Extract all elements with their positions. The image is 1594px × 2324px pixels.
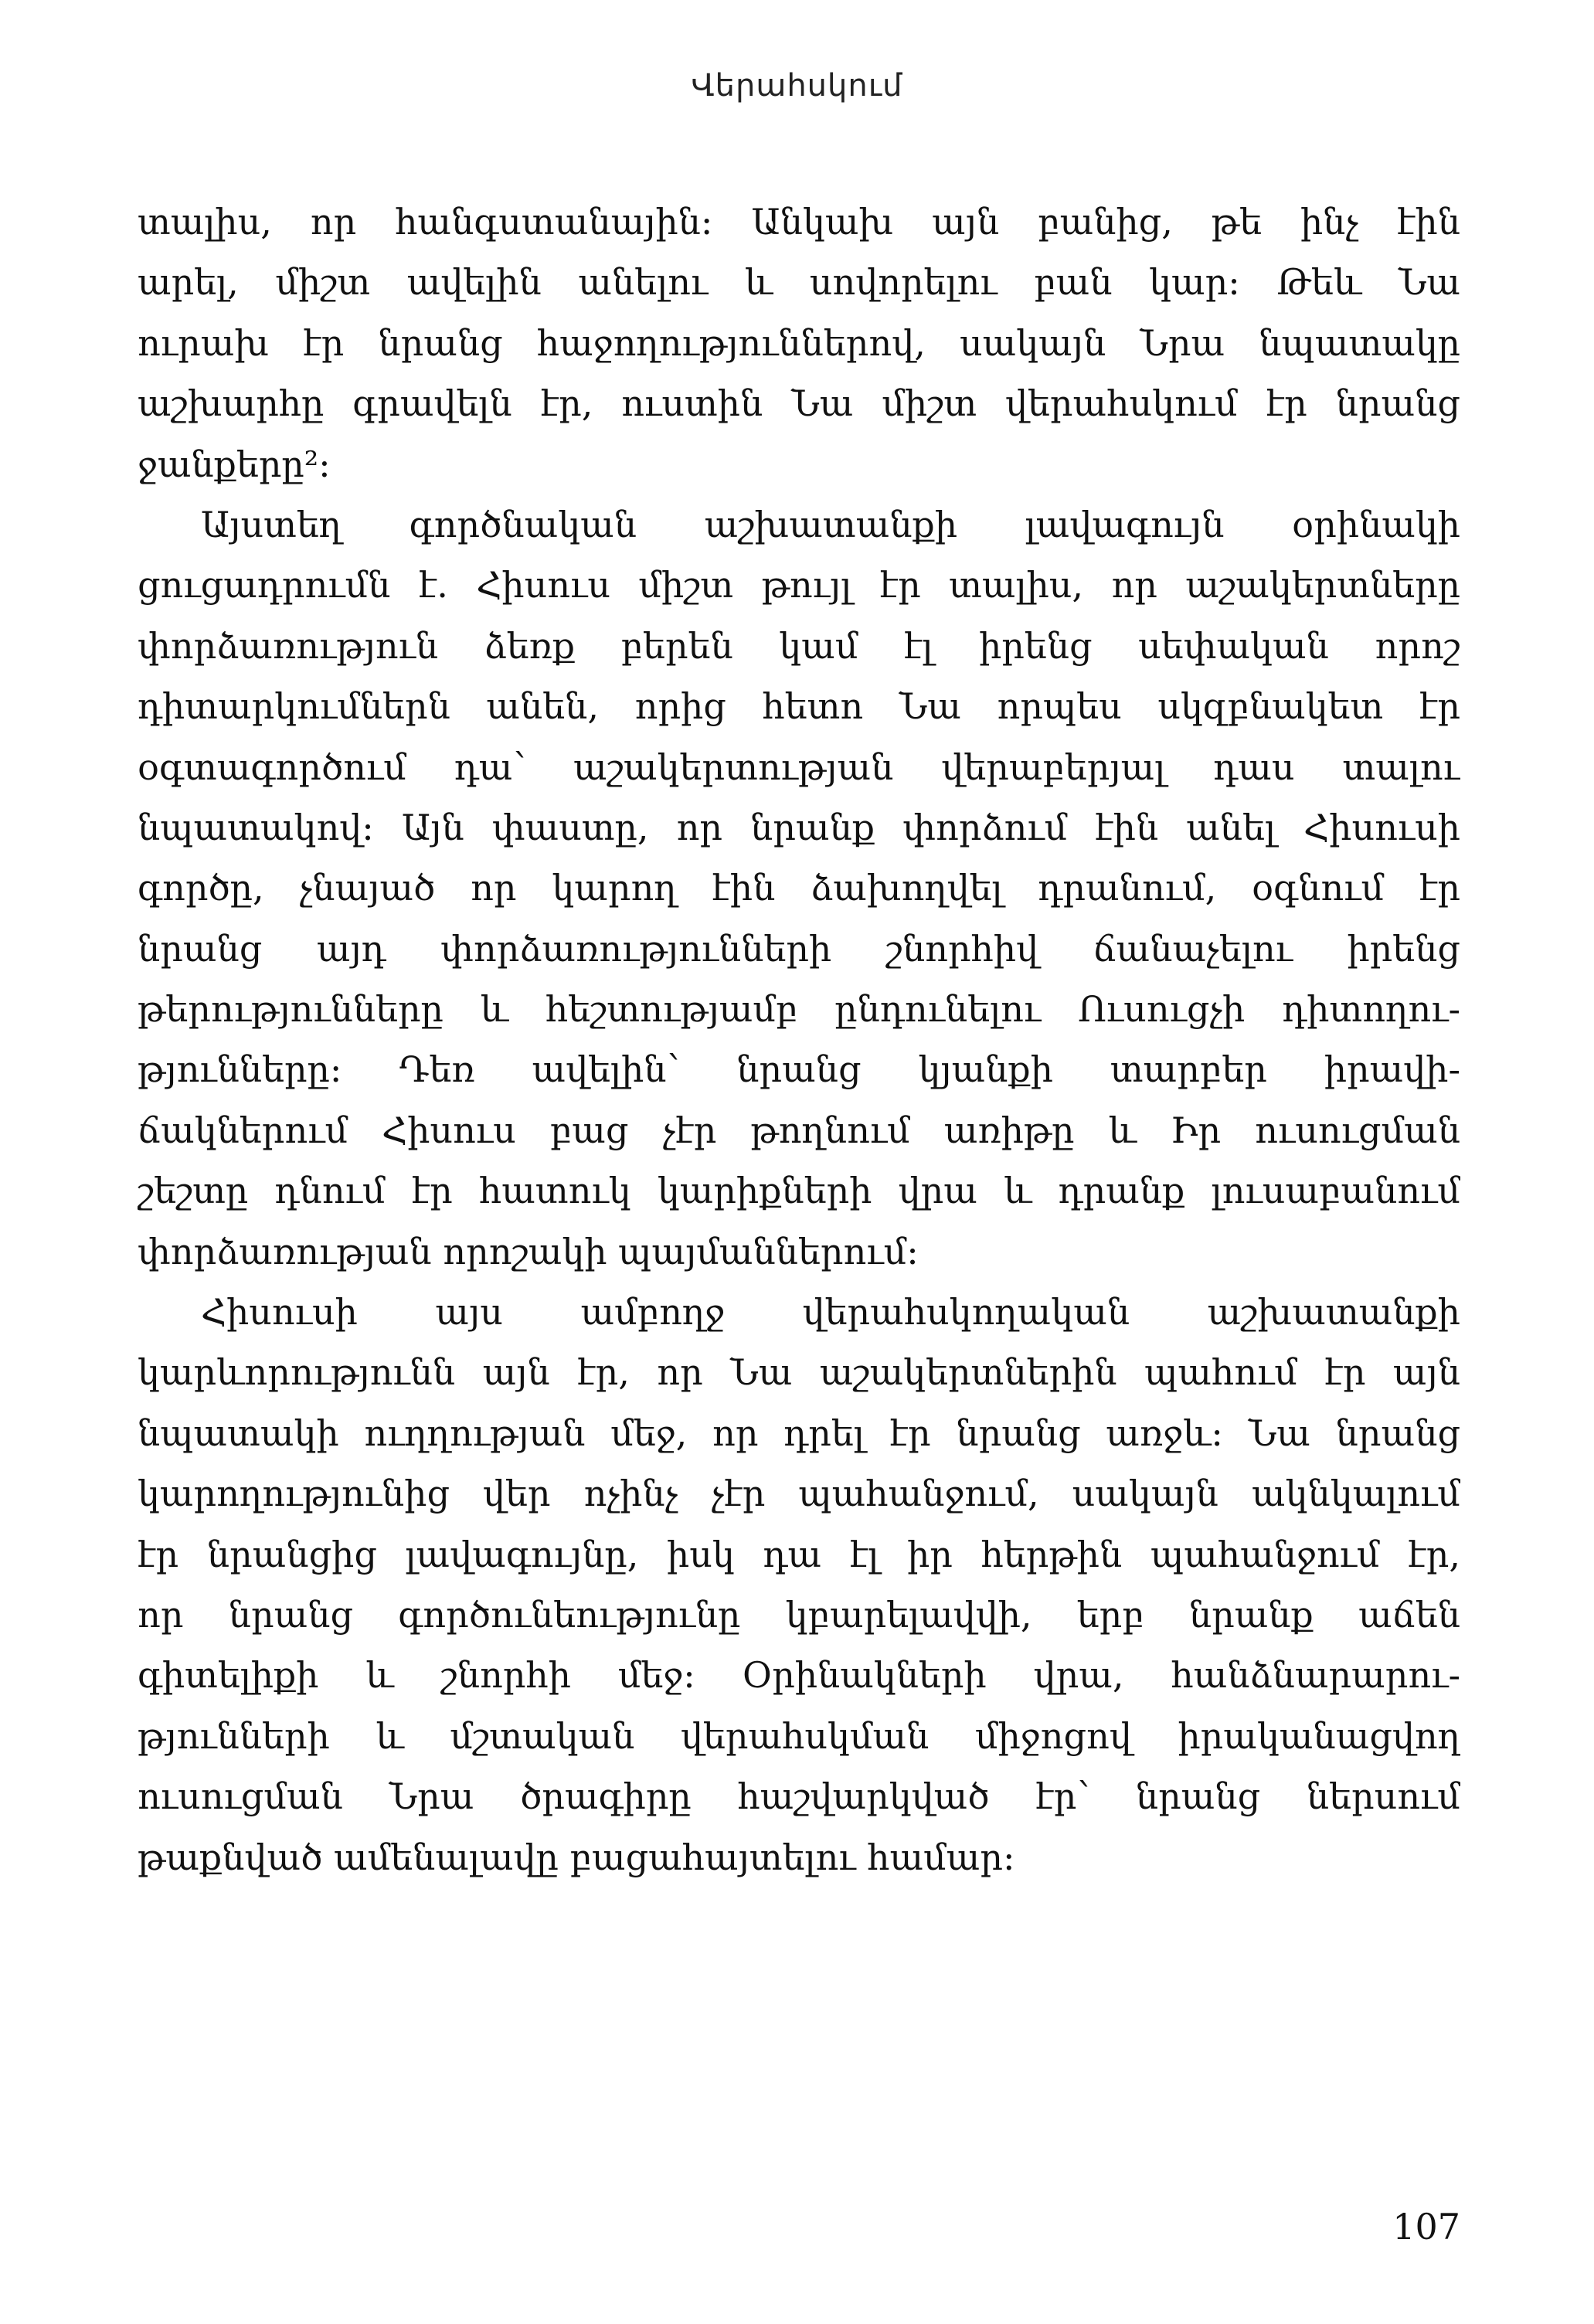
text-line: թաքնված ամենալավը բացահայտելու համար։ [138, 1836, 1015, 1878]
text-line: դիտարկումներն անեն, որից հետո Նա որպես սկզբնակետ էր [138, 685, 1460, 728]
text-line: գործը, չնայած որ կարող էին ձախողվել դրանում, օգնում էր [138, 867, 1460, 909]
text-line: ուրախ էր նրանց հաջողություններով, սակայն Նրա նպատակը [138, 321, 1460, 364]
text-line: տալիս, որ հանգստանային։ Անկախ այն բանից, թե ինչ էին [138, 201, 1460, 243]
running-header: Վերահսկում [691, 68, 903, 104]
text-line: նրանց այդ փորձառությունների շնորհիվ ճանաչելու իրենց [138, 927, 1460, 970]
text-line: փորձառության որոշակի պայմաններում։ [138, 1230, 919, 1272]
text-line: որ նրանց գործունեությունը կբարելավվի, երբ նրանք աճեն [138, 1593, 1460, 1636]
text-line: կարողությունից վեր ոչինչ չէր պահանջում, սակայն ակնկալում [138, 1473, 1460, 1515]
body-text [138, 192, 1460, 1887]
text-line: կարևորությունն այն էր, որ Նա աշակերտներին պահում էր այն [138, 1351, 1460, 1394]
text-line: արել, միշտ ավելին անելու և սովորելու բան կար։ Թեև Նա [138, 261, 1460, 304]
paragraph-first-line: Հիսուսի այս ամբողջ վերահսկողական աշխատանքի [201, 1291, 1460, 1334]
text-line: շեշտը դնում էր հատուկ կարիքների վրա և դրանք լուսաբանում [138, 1170, 1460, 1212]
text-line: օգտագործում դա՝ աշակերտության վերաբերյալ դաս տալու [138, 746, 1460, 788]
text-line: նպատակի ուղղության մեջ, որ դրել էր նրանց առջև։ Նա նրանց [138, 1412, 1460, 1454]
text-line: էր նրանցից լավագույնը, իսկ դա էլ իր հերթին պահանջում էր, [138, 1533, 1460, 1575]
text-line: գիտելիքի և շնորհի մեջ։ Օրինակների վրա, հանձնարարու- [138, 1654, 1460, 1697]
page-number: 107 [1392, 2206, 1460, 2248]
text-line: փորձառություն ձեռք բերեն կամ էլ իրենց սեփական որոշ [138, 624, 1460, 667]
text-line: ճակներում Հիսուս բաց չէր թողնում առիթը և Իր ուսուցման [138, 1109, 1460, 1151]
text-line: ցուցադրումն է. Հիսուս միշտ թույլ էր տալիս, որ աշակերտները [138, 564, 1460, 606]
text-line: աշխարհը գրավելն էր, ուստին Նա միշտ վերահսկում էր նրանց [138, 382, 1460, 425]
text-line: ուսուցման Նրա ծրագիրը հաշվարկված էր՝ նրանց ներսում [138, 1775, 1460, 1818]
text-line: նպատակով։ Այն փաստը, որ նրանք փորձում էին անել Հիսուսի [138, 806, 1460, 848]
text-line: թյունների և մշտական վերահսկման միջոցով իրականացվող [138, 1714, 1460, 1757]
paragraph-first-line: Այստեղ գործնական աշխատանքի լավագույն օրինակի [201, 503, 1460, 545]
text-line: ջանքերը²։ [138, 443, 331, 485]
text-line: թյունները։ Դեռ ավելին՝ նրանց կյանքի տարբեր իրավի- [138, 1048, 1460, 1091]
text-line: թերությունները և հեշտությամբ ընդունելու Ուսուցչի դիտողու- [138, 988, 1460, 1031]
